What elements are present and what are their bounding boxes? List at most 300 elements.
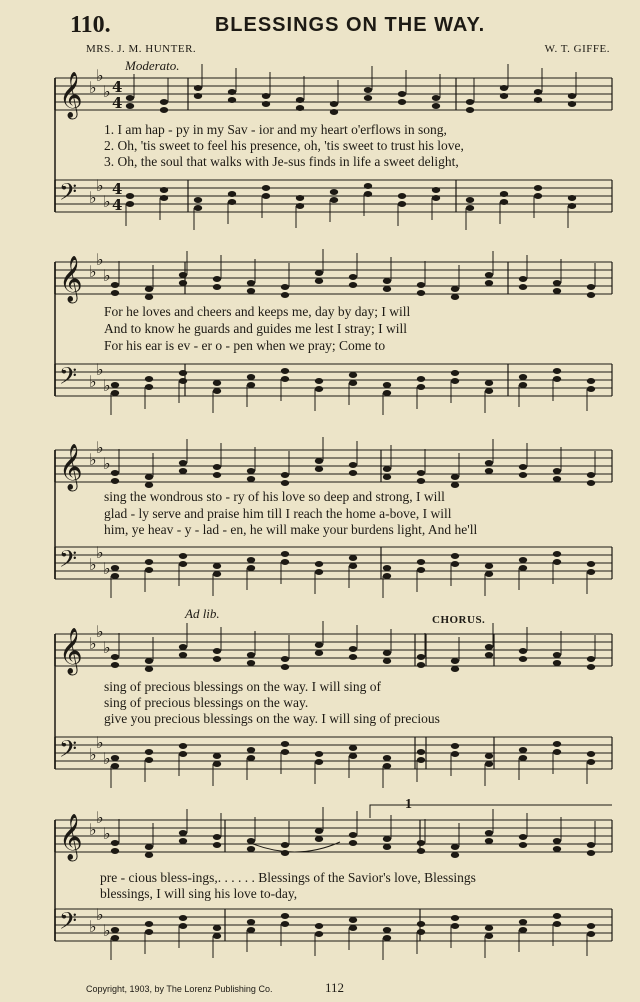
treble-notehead [315,466,323,472]
flat-sign-icon: ♭ [89,372,97,391]
treble-notehead [451,482,459,488]
treble-notehead [349,840,357,846]
bass-notehead [111,390,119,396]
system-3-verse-2: glad - ly serve and praise him till I reach the home a-bove, I will [104,506,452,521]
treble-notehead [281,480,289,486]
bass-notehead [145,384,153,390]
bass-notehead [485,563,493,569]
bass-notehead [111,382,119,388]
bass-notehead [349,563,357,569]
treble-notehead [179,644,187,650]
bass-notehead [432,195,440,201]
bass-notehead [383,390,391,396]
treble-notehead [349,274,357,280]
treble-notehead [553,846,561,852]
treble-notehead [485,468,493,474]
bass-notehead [553,741,561,747]
bass-notehead [417,921,425,927]
system-3-verse-3: him, ye heav - y - lad - en, he will make your burdens light, And he'll [104,522,478,537]
treble-notehead [349,832,357,838]
treble-notehead [383,466,391,472]
treble-notehead [417,290,425,296]
treble-notehead [179,838,187,844]
bass-notehead [111,565,119,571]
bass-notehead [485,761,493,767]
treble-notehead [213,284,221,290]
treble-notehead [145,286,153,292]
hymn-title: BLESSINGS ON THE WAY. [214,14,486,36]
treble-notehead [111,290,119,296]
bass-notehead [451,751,459,757]
treble-notehead [587,284,595,290]
bass-notehead [213,571,221,577]
bass-notehead [315,569,323,575]
bass-notehead [451,923,459,929]
flat-sign-icon: ♭ [103,192,111,211]
treble-notehead [179,652,187,658]
treble-notehead [398,99,406,105]
bass-notehead [349,380,357,386]
time-signature-bottom: 4 [112,196,123,214]
bass-notehead [451,743,459,749]
treble-notehead [587,842,595,848]
bass-notehead [553,921,561,927]
treble-notehead [145,852,153,858]
system-1-verse-1: 1. I am hap - py in my Sav - ior and my heart o'erflows in song, [104,122,447,137]
treble-notehead [485,644,493,650]
bass-notehead [315,386,323,392]
bass-notehead [281,559,289,565]
bass-notehead [417,749,425,755]
bass-notehead [398,193,406,199]
bass-notehead [179,751,187,757]
bass-notehead [349,917,357,923]
system-2-verse-2: And to know he guards and guides me lest I stray; I will [104,321,407,336]
bass-notehead [179,923,187,929]
system-4-verse-1: sing of precious blessings on the way. I will sing of [104,679,381,694]
bass-notehead [553,749,561,755]
treble-notehead [553,288,561,294]
bass-notehead [349,372,357,378]
bass-notehead [519,557,527,563]
system-2-verse-1: For he loves and cheers and keeps me, day by day; I will [104,304,411,319]
bass-notehead [587,378,595,384]
bass-notehead [568,195,576,201]
flat-sign-icon: ♭ [89,78,97,97]
flat-sign-icon: ♭ [89,188,97,207]
bass-notehead [587,561,595,567]
copyright-notice: Copyright, 1903, by The Lorenz Publishing Co. [86,984,273,994]
bass-notehead [228,199,236,205]
treble-notehead [383,836,391,842]
bass-notehead [126,201,134,207]
bass-notehead [383,382,391,388]
flat-sign-icon: ♭ [103,82,111,101]
bass-notehead [281,551,289,557]
flat-sign-icon: ♭ [103,921,111,940]
treble-notehead [451,666,459,672]
treble-notehead [262,93,270,99]
treble-notehead [247,652,255,658]
bass-notehead [500,199,508,205]
bass-notehead [247,755,255,761]
treble-notehead [247,476,255,482]
treble-notehead [485,652,493,658]
treble-notehead [247,660,255,666]
bass-notehead [364,183,372,189]
treble-notehead [364,87,372,93]
treble-notehead [519,842,527,848]
treble-clef-icon: 𝄞 [59,814,83,860]
bass-notehead [145,757,153,763]
treble-notehead [553,660,561,666]
system-3-verse-1: sing the wondrous sto - ry of his love so deep and strong, I will [104,489,445,504]
treble-notehead [281,664,289,670]
flat-sign-icon: ♭ [89,634,97,653]
treble-notehead [417,478,425,484]
bass-notehead [398,201,406,207]
treble-notehead [451,658,459,664]
hymn-number: 110. [70,12,111,38]
treble-notehead [417,282,425,288]
treble-notehead [111,282,119,288]
tempo-marking: Moderato. [125,58,180,73]
treble-notehead [587,480,595,486]
treble-notehead [553,838,561,844]
flat-sign-icon: ♭ [96,360,104,379]
system-4-verse-3: give you precious blessings on the way. I will sing of precious [104,711,440,726]
treble-notehead [587,472,595,478]
treble-notehead [194,85,202,91]
bass-notehead [451,915,459,921]
treble-notehead [451,286,459,292]
treble-notehead [281,842,289,848]
treble-notehead [519,656,527,662]
bass-notehead [466,205,474,211]
treble-notehead [349,470,357,476]
treble-notehead [568,93,576,99]
bass-notehead [194,205,202,211]
bass-notehead [247,919,255,925]
bass-notehead [213,380,221,386]
ad-lib-marking: Ad lib. [185,606,220,621]
first-ending-bracket [370,805,612,818]
treble-clef-icon: 𝄞 [59,444,83,490]
treble-notehead [213,834,221,840]
bass-notehead [587,386,595,392]
treble-notehead [485,272,493,278]
bass-notehead [451,561,459,567]
treble-notehead [553,652,561,658]
treble-notehead [349,646,357,652]
bass-notehead [485,571,493,577]
treble-notehead [451,844,459,850]
treble-notehead [145,474,153,480]
treble-notehead [485,280,493,286]
treble-notehead [247,468,255,474]
treble-notehead [111,478,119,484]
treble-notehead [587,292,595,298]
bass-notehead [553,551,561,557]
page-number: 112 [325,980,345,995]
chorus-label: CHORUS. [432,614,486,626]
bass-notehead [111,935,119,941]
bass-notehead [485,388,493,394]
treble-notehead [160,107,168,113]
flat-sign-icon: ♭ [96,733,104,752]
system-1-verse-3: 3. Oh, the soul that walks with Je-sus finds in life a sweet delight, [104,154,459,169]
bass-clef-icon: 𝄢 [59,907,78,940]
bass-notehead [315,759,323,765]
treble-notehead [383,650,391,656]
flat-sign-icon: ♭ [96,250,104,269]
bass-notehead [179,378,187,384]
treble-notehead [451,852,459,858]
bass-notehead [145,921,153,927]
treble-notehead [587,664,595,670]
treble-notehead [194,93,202,99]
bass-notehead [383,935,391,941]
treble-notehead [179,280,187,286]
bass-notehead [213,933,221,939]
flat-sign-icon: ♭ [89,262,97,281]
bass-notehead [160,195,168,201]
treble-notehead [417,840,425,846]
flat-sign-icon: ♭ [103,266,111,285]
bass-notehead [485,380,493,386]
treble-notehead [281,472,289,478]
bass-notehead [262,193,270,199]
treble-notehead [315,836,323,842]
treble-notehead [179,468,187,474]
time-signature-top: 4 [112,78,123,96]
bass-notehead [160,187,168,193]
bass-notehead [330,197,338,203]
treble-clef-icon: 𝄞 [59,256,83,302]
flat-sign-icon: ♭ [96,622,104,641]
bass-notehead [145,376,153,382]
bass-notehead [145,929,153,935]
treble-notehead [315,270,323,276]
flat-sign-icon: ♭ [96,808,104,827]
bass-notehead [587,759,595,765]
bass-notehead [213,761,221,767]
flat-sign-icon: ♭ [96,66,104,85]
bass-notehead [417,376,425,382]
bass-notehead [315,923,323,929]
bass-notehead [145,559,153,565]
bass-notehead [587,923,595,929]
bass-notehead [247,557,255,563]
flat-sign-icon: ♭ [103,454,111,473]
bass-notehead [247,382,255,388]
bass-notehead [553,376,561,382]
system-5-verse-2: blessings, I will sing his love to-day, [100,886,298,901]
flat-sign-icon: ♭ [103,749,111,768]
bass-notehead [349,745,357,751]
composer-credit: W. T. GIFFE. [544,43,610,55]
bass-notehead [179,743,187,749]
treble-notehead [111,662,119,668]
treble-notehead [213,276,221,282]
bass-notehead [451,370,459,376]
treble-notehead [383,474,391,480]
bass-notehead [519,747,527,753]
bass-notehead [262,185,270,191]
bass-notehead [281,368,289,374]
bass-notehead [417,567,425,573]
system-1-verse-2: 2. Oh, 'tis sweet to feel his presence, oh, 'tis sweet to trust his love, [104,138,464,153]
bass-notehead [194,197,202,203]
bass-notehead [315,931,323,937]
bass-notehead [519,382,527,388]
treble-notehead [315,458,323,464]
treble-notehead [247,846,255,852]
bass-notehead [485,925,493,931]
bass-notehead [587,931,595,937]
treble-notehead [349,462,357,468]
treble-notehead [417,662,425,668]
treble-notehead [315,642,323,648]
treble-notehead [213,656,221,662]
bass-notehead [417,559,425,565]
flat-sign-icon: ♭ [89,917,97,936]
bass-notehead [432,187,440,193]
bass-notehead [466,197,474,203]
bass-notehead [179,370,187,376]
bass-notehead [417,757,425,763]
treble-notehead [126,103,134,109]
treble-notehead [281,284,289,290]
bass-notehead [383,755,391,761]
treble-notehead [417,848,425,854]
treble-notehead [383,844,391,850]
flat-sign-icon: ♭ [96,438,104,457]
treble-notehead [145,658,153,664]
treble-notehead [126,95,134,101]
flat-sign-icon: ♭ [96,905,104,924]
bass-notehead [417,384,425,390]
bass-notehead [485,933,493,939]
bass-notehead [315,751,323,757]
treble-notehead [466,107,474,113]
bass-notehead [247,927,255,933]
flat-sign-icon: ♭ [103,559,111,578]
bass-notehead [553,368,561,374]
treble-notehead [432,103,440,109]
treble-notehead [500,85,508,91]
bass-notehead [296,203,304,209]
bass-notehead [315,378,323,384]
bass-notehead [519,927,527,933]
treble-notehead [485,830,493,836]
treble-notehead [383,658,391,664]
treble-notehead [485,460,493,466]
treble-notehead [111,654,119,660]
bass-notehead [553,559,561,565]
bass-notehead [364,191,372,197]
first-ending-label: 1 [405,797,413,812]
bass-clef-icon: 𝄢 [59,545,78,578]
treble-notehead [179,460,187,466]
treble-notehead [315,278,323,284]
time-signature-bottom: 4 [112,94,123,112]
treble-notehead [519,276,527,282]
treble-notehead [228,97,236,103]
treble-notehead [296,97,304,103]
bass-notehead [519,919,527,925]
treble-notehead [519,834,527,840]
treble-notehead [587,850,595,856]
bass-notehead [349,555,357,561]
bass-notehead [247,374,255,380]
bass-notehead [383,565,391,571]
treble-notehead [213,464,221,470]
treble-notehead [383,278,391,284]
treble-notehead [179,272,187,278]
flat-sign-icon: ♭ [89,450,97,469]
bass-notehead [228,191,236,197]
bass-notehead [587,569,595,575]
bass-notehead [145,749,153,755]
bass-notehead [281,913,289,919]
bass-notehead [296,195,304,201]
bass-notehead [111,763,119,769]
treble-notehead [296,105,304,111]
bass-notehead [111,755,119,761]
bass-notehead [126,193,134,199]
treble-notehead [398,91,406,97]
bass-notehead [519,755,527,761]
bass-clef-icon: 𝄢 [59,178,78,211]
system-2-verse-3: For his ear is ev - er o - pen when we pray; Come to [104,338,386,353]
treble-notehead [315,828,323,834]
treble-notehead [466,99,474,105]
flat-sign-icon: ♭ [103,376,111,395]
treble-notehead [534,97,542,103]
treble-notehead [451,294,459,300]
bass-notehead [111,573,119,579]
bass-notehead [519,374,527,380]
treble-notehead [247,288,255,294]
bass-notehead [111,927,119,933]
bass-notehead [383,573,391,579]
treble-notehead [145,844,153,850]
treble-notehead [315,650,323,656]
treble-notehead [553,280,561,286]
treble-notehead [213,472,221,478]
bass-notehead [587,751,595,757]
bass-notehead [247,565,255,571]
treble-notehead [519,284,527,290]
flat-sign-icon: ♭ [96,543,104,562]
bass-notehead [213,753,221,759]
time-signature-top: 4 [112,180,123,198]
system-4-verse-2: sing of precious blessings on the way. [104,695,309,710]
treble-notehead [383,286,391,292]
bass-notehead [213,925,221,931]
bass-notehead [213,388,221,394]
bass-notehead [145,567,153,573]
bass-notehead [247,747,255,753]
treble-notehead [519,464,527,470]
bass-notehead [568,203,576,209]
treble-notehead [247,280,255,286]
bass-notehead [417,929,425,935]
bass-notehead [179,561,187,567]
bass-notehead [383,763,391,769]
flat-sign-icon: ♭ [89,745,97,764]
